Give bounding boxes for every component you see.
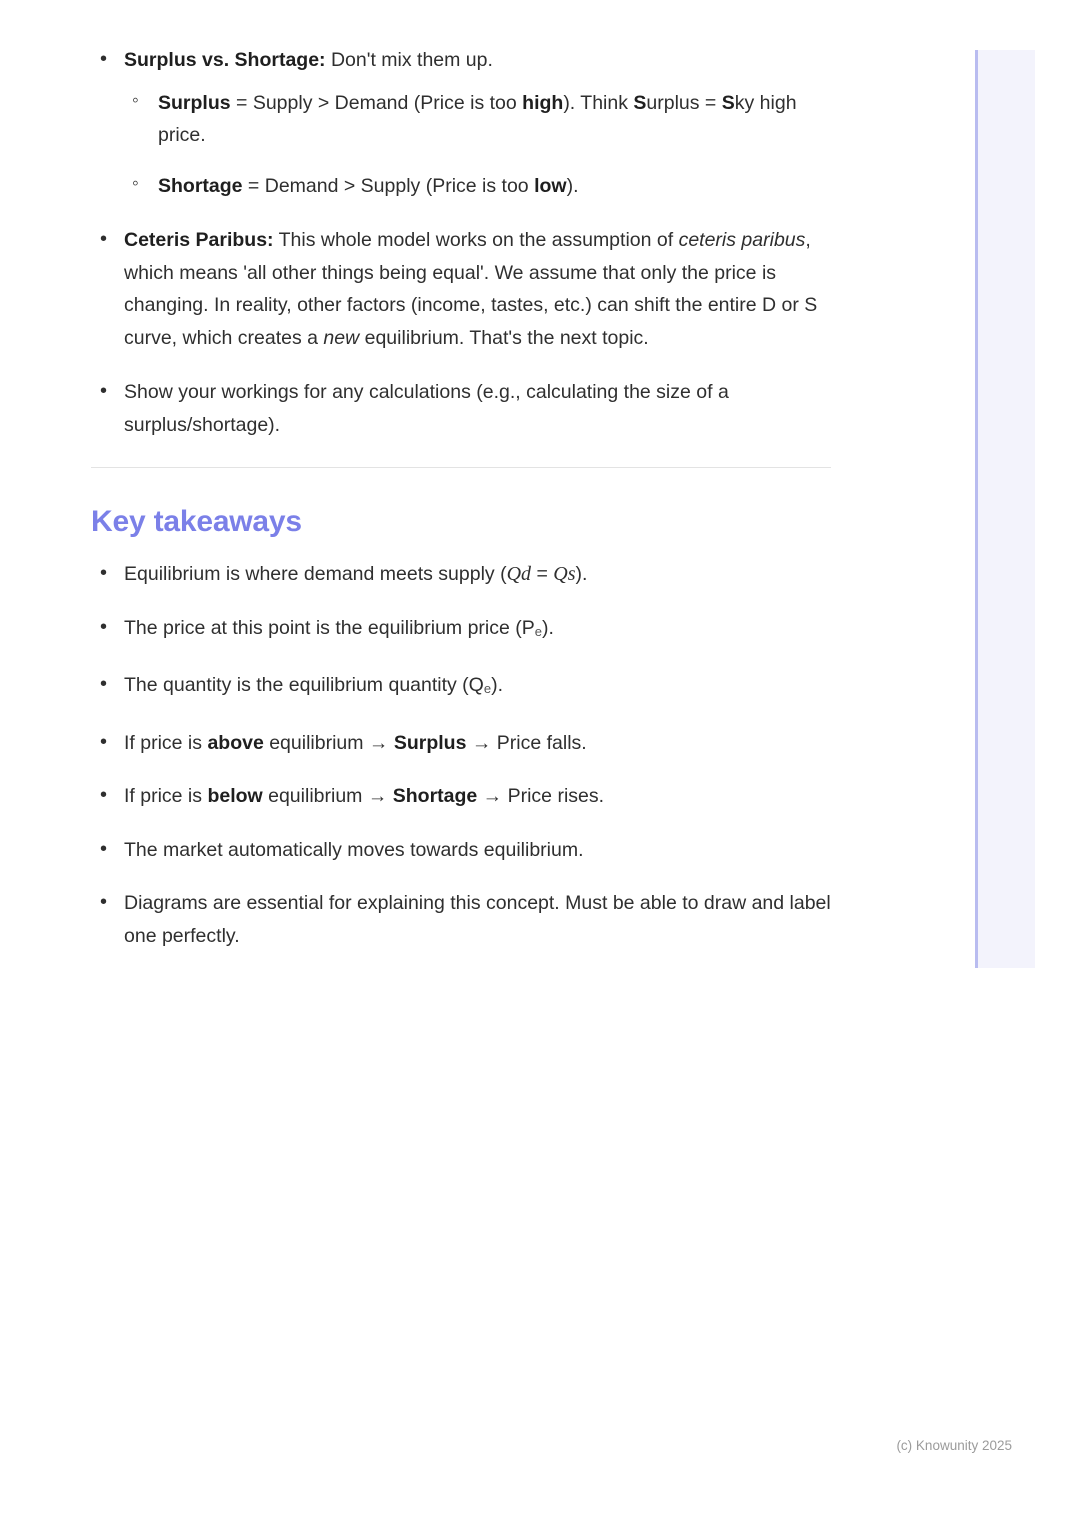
surplus-shortage-label: Surplus vs. Shortage: bbox=[124, 49, 326, 71]
surplus-definition: = Supply > Demand (Price is too high). Think Surplus = Sky high price. bbox=[158, 91, 797, 146]
takeaway-text: The price at this point is the equilibrium price (Pe). bbox=[124, 616, 554, 639]
list-item bbox=[91, 727, 831, 760]
list-item bbox=[124, 87, 831, 152]
list-item bbox=[91, 780, 831, 813]
footer-copyright: (c) Knowunity 2025 bbox=[896, 1438, 1012, 1453]
ceteris-paribus-text: This whole model works on the assumption of ceteris paribus, which means 'all other things being equal'. We assume that only the price is changing. In reality, other factors (income, tastes, etc.) can shift the entire D or S curve, which creates a new equilibrium. That's the next topic. bbox=[124, 229, 818, 349]
list-item bbox=[91, 44, 831, 202]
page-side-rail bbox=[975, 50, 1035, 968]
list-item bbox=[91, 834, 831, 867]
ceteris-paribus-label: Ceteris Paribus: bbox=[124, 229, 274, 251]
list-item bbox=[91, 887, 831, 952]
surplus-label: Surplus bbox=[158, 91, 231, 114]
takeaway-text: Equilibrium is where demand meets supply (Qd = Qs). bbox=[124, 563, 588, 585]
list-item bbox=[91, 558, 831, 591]
takeaway-text: The quantity is the equilibrium quantity (Qe). bbox=[124, 674, 504, 696]
takeaway-text: If price is below equilibrium → Shortage → Price rises. bbox=[124, 785, 605, 807]
shortage-definition: = Demand > Supply (Price is too low). bbox=[242, 174, 579, 197]
notes-sublist bbox=[124, 87, 831, 203]
document-content bbox=[91, 44, 831, 973]
list-item-lead bbox=[124, 49, 326, 71]
list-item bbox=[91, 612, 831, 649]
takeaway-text: If price is above equilibrium → Surplus → Price falls. bbox=[124, 731, 587, 754]
notes-list bbox=[91, 44, 831, 441]
section-divider bbox=[91, 467, 831, 468]
list-item bbox=[91, 376, 831, 441]
list-item-text: Don't mix them up. bbox=[325, 49, 493, 71]
list-item bbox=[91, 669, 831, 706]
takeaway-text: The market automatically moves towards equilibrium. bbox=[124, 838, 584, 861]
page-title: Key takeaways bbox=[91, 505, 302, 538]
list-item bbox=[124, 170, 831, 203]
takeaway-text: Diagrams are essential for explaining this concept. Must be able to draw and label one perfectly. bbox=[124, 892, 831, 947]
list-item bbox=[91, 224, 831, 354]
shortage-label: Shortage bbox=[158, 174, 243, 197]
show-workings-text: Show your workings for any calculations (e.g., calculating the size of a surplus/shortage). bbox=[124, 381, 729, 436]
key-takeaways-list bbox=[91, 558, 831, 952]
